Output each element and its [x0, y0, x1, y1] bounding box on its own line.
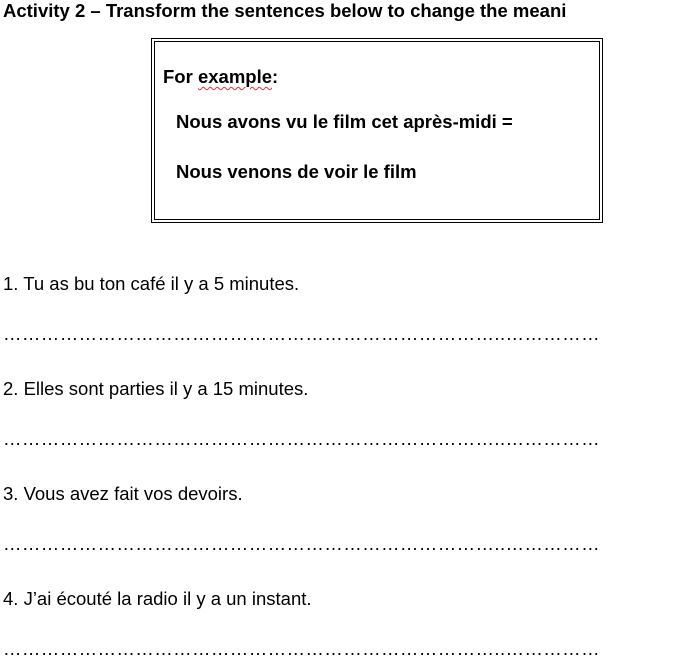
- example-sentence-original: Nous avons vu le film cet après-midi =: [176, 111, 513, 132]
- example-heading-prefix: For: [163, 66, 198, 87]
- question-4: 4. J’ai écouté la radio il y a un instant.: [3, 588, 312, 609]
- question-2: 2. Elles sont parties il y a 15 minutes.: [3, 378, 309, 399]
- answer-line-1[interactable]: ……………………………………………………………………..……………: [3, 323, 600, 344]
- answer-line-2[interactable]: ……………………………………………………………………..……………: [3, 428, 600, 449]
- example-heading-word: example: [197, 66, 272, 87]
- question-3: 3. Vous avez fait vos devoirs.: [3, 483, 243, 504]
- answer-line-4[interactable]: ……………………………………………………………………..……………: [3, 638, 600, 659]
- example-heading-suffix: :: [272, 66, 279, 87]
- example-sentence-transformed: Nous venons de voir le film: [176, 161, 417, 182]
- answer-line-3[interactable]: ……………………………………………………………………..……………: [3, 533, 600, 554]
- question-1: 1. Tu as bu ton café il y a 5 minutes.: [3, 273, 300, 294]
- example-heading: [163, 66, 278, 88]
- activity-title: Activity 2 – Transform the sentences below to change the meani: [3, 0, 567, 21]
